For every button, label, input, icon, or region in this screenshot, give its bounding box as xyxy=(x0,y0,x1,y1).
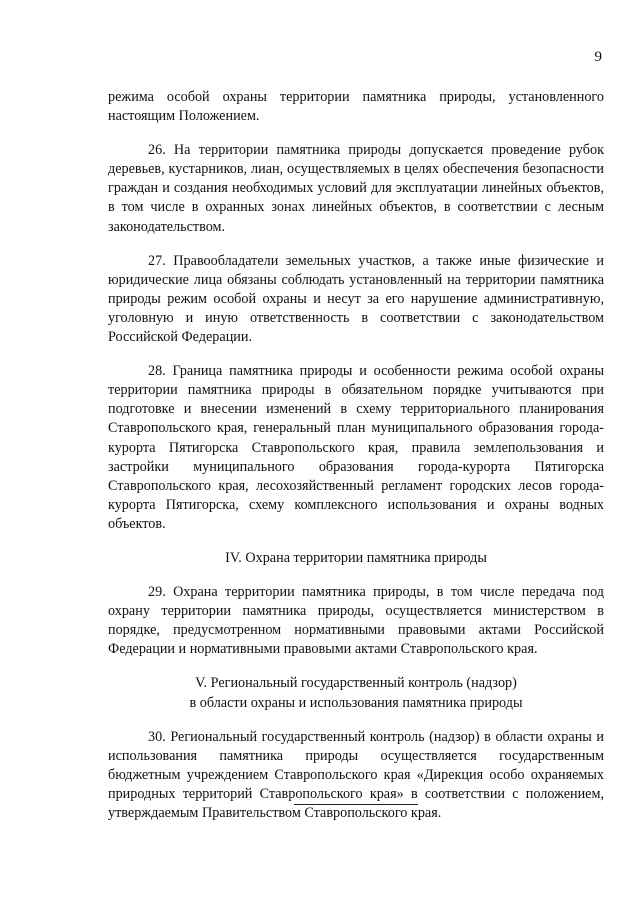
paragraph-27: 27. Правообладатели земельных участков, а также иные физические и юридические лица обязаны соблюдать установленный на территории памятника природы режим особой охраны и несут за его нарушение административную, уголовную и иную ответственность в соответствии с законодательством Российской Федерации. xyxy=(108,252,604,346)
paragraph-30: 30. Региональный государственный контроль (надзор) в области охраны и использования памятника природы осуществляется государственным бюджетным учреждением Ставропольского края «Дирекция особо охраняемых природных территорий Ставропольского края» в соответствии с положением, утверждаемым Правительством Ставропольского края. xyxy=(108,728,604,821)
paragraph-28: 28. Граница памятника природы и особенности режима особой охраны территории памятника природы в обязательном порядке учитываются при подготовке и внесении изменений в схему территориального планирования Ставропольского края, генеральный план муниципального образования города-курорта Пятигорска Ставропольского края, правила землепользования и застройки муниципального образования города-курорта Пятигорска Ставропольского края, лесохозяйственный регламент городских лесов города-курорта Пятигорска, схему комплексного использования и охраны водных объектов. xyxy=(108,363,604,532)
paragraph-continued: режима особой охраны территории памятника природы, установленного настоящим Положением. xyxy=(108,89,604,125)
section-v-title-line2: в области охраны и использования памятника природы xyxy=(189,694,523,711)
section-v-title-line1: V. Региональный государственный контроль (надзор) xyxy=(195,675,517,692)
section-iv-heading xyxy=(108,549,604,568)
paragraph-26: 26. На территории памятника природы допускается проведение рубок деревьев, кустарников, лиан, осуществляемых в целях обеспечения безопасности граждан и создания необходимых условий для эксплуатации линейных объектов, в том числе в охранных зонах линейных объектов, в соответствии с лесным законодательством. xyxy=(108,142,604,235)
page-number: 9 xyxy=(594,49,602,65)
section-iv-title: IV. Охрана территории памятника природы xyxy=(225,549,487,566)
section-v-heading xyxy=(108,674,604,712)
document-body xyxy=(108,88,604,838)
paragraph-29: 29. Охрана территории памятника природы, в том числе передача под охрану территории памятника природы, осуществляется министерством в порядке, предусмотренном нормативными правовыми актами Российской Федерации и нормативными правовыми актами Ставропольского края. xyxy=(108,584,604,658)
end-of-document-rule xyxy=(294,804,418,805)
